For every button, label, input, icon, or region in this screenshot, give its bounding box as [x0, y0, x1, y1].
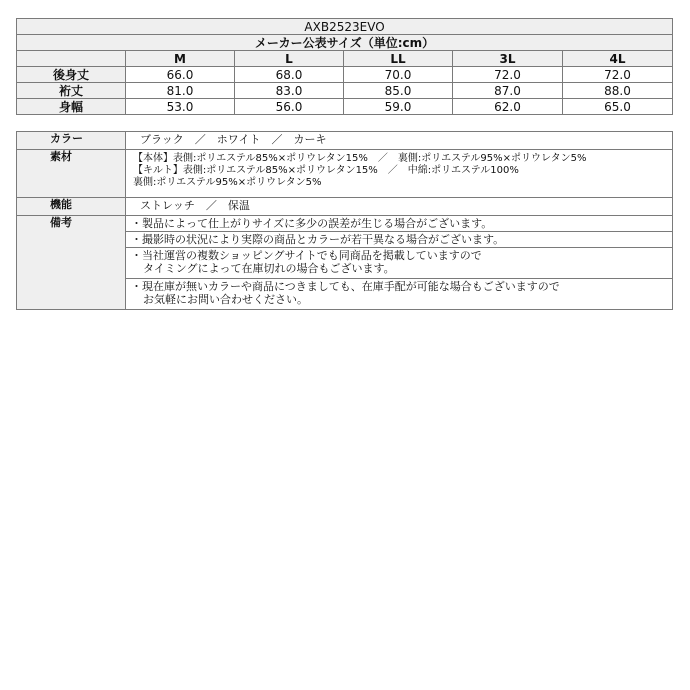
table-cell: 72.0: [563, 67, 673, 83]
size-header-3l: 3L: [453, 51, 563, 67]
remark-note: [126, 279, 673, 310]
size-header-l: L: [235, 51, 344, 67]
table-cell: 83.0: [235, 83, 344, 99]
material-row: [17, 150, 673, 198]
function-value: ストレッチ ／ 保温: [126, 198, 673, 216]
remark-text: ・製品によって仕上がりサイズに多少の誤差が生じる場合がございます。: [131, 217, 493, 230]
remark-text: ・撮影時の状況により実際の商品とカラーが若干異なる場合がございます。: [131, 233, 505, 246]
table-row: [17, 99, 673, 115]
remark-text: ・現在庫が無いカラーや商品につきましても、在庫手配が可能な場合もございますので: [131, 280, 560, 293]
table-cell: 81.0: [126, 83, 235, 99]
material-value: [126, 150, 673, 198]
size-header-ll: LL: [344, 51, 453, 67]
corner-cell: [17, 51, 126, 67]
function-row: [17, 198, 673, 216]
remarks-label: 備考: [17, 216, 126, 310]
size-header-row: [17, 51, 673, 67]
table-cell: 59.0: [344, 99, 453, 115]
color-row: [17, 132, 673, 150]
table-cell: 85.0: [344, 83, 453, 99]
table-cell: 88.0: [563, 83, 673, 99]
size-chart-table: [16, 18, 673, 115]
row-label-back-length: 後身丈: [17, 67, 126, 83]
remark-text: ・当社運営の複数ショッピングサイトでも同商品を掲載していますので: [131, 249, 482, 262]
material-line-body: 【本体】表側:ポリエステル85%×ポリウレタン15% ／ 裏側:ポリエステル95%×ポリウレタン5%: [133, 153, 587, 164]
table-cell: 62.0: [453, 99, 563, 115]
remark-note: [126, 232, 673, 248]
table-cell: 68.0: [235, 67, 344, 83]
material-line-quilt: 【キルト】表側:ポリエステル85%×ポリウレタン15% ／ 中綿:ポリエステル100%: [133, 165, 519, 176]
size-chart-caption: メーカー公表サイズ（単位:cm）: [17, 35, 673, 51]
model-row: [17, 19, 673, 35]
function-label: 機能: [17, 198, 126, 216]
remark-text-continued: お気軽にお問い合わせください。: [143, 293, 308, 306]
remark-text-continued: タイミングによって在庫切れの場合もございます。: [143, 262, 395, 275]
remark-note: [126, 216, 673, 232]
table-cell: 53.0: [126, 99, 235, 115]
color-label: カラー: [17, 132, 126, 150]
row-label-body-width: 身幅: [17, 99, 126, 115]
row-label-sleeve-length: 裄丈: [17, 83, 126, 99]
product-details-table: [16, 131, 673, 310]
material-label: 素材: [17, 150, 126, 198]
table-row: [17, 67, 673, 83]
size-header-m: M: [126, 51, 235, 67]
caption-row: [17, 35, 673, 51]
remarks-row: [17, 216, 673, 232]
color-value: ブラック ／ ホワイト ／ カーキ: [126, 132, 673, 150]
table-cell: 72.0: [453, 67, 563, 83]
model-number: AXB2523EVO: [17, 19, 673, 35]
table-cell: 66.0: [126, 67, 235, 83]
table-cell: 70.0: [344, 67, 453, 83]
size-header-4l: 4L: [563, 51, 673, 67]
table-row: [17, 83, 673, 99]
material-line-quilt-lining: 裏側:ポリエステル95%×ポリウレタン5%: [133, 177, 322, 188]
table-cell: 56.0: [235, 99, 344, 115]
remark-note: [126, 248, 673, 279]
table-cell: 87.0: [453, 83, 563, 99]
table-cell: 65.0: [563, 99, 673, 115]
